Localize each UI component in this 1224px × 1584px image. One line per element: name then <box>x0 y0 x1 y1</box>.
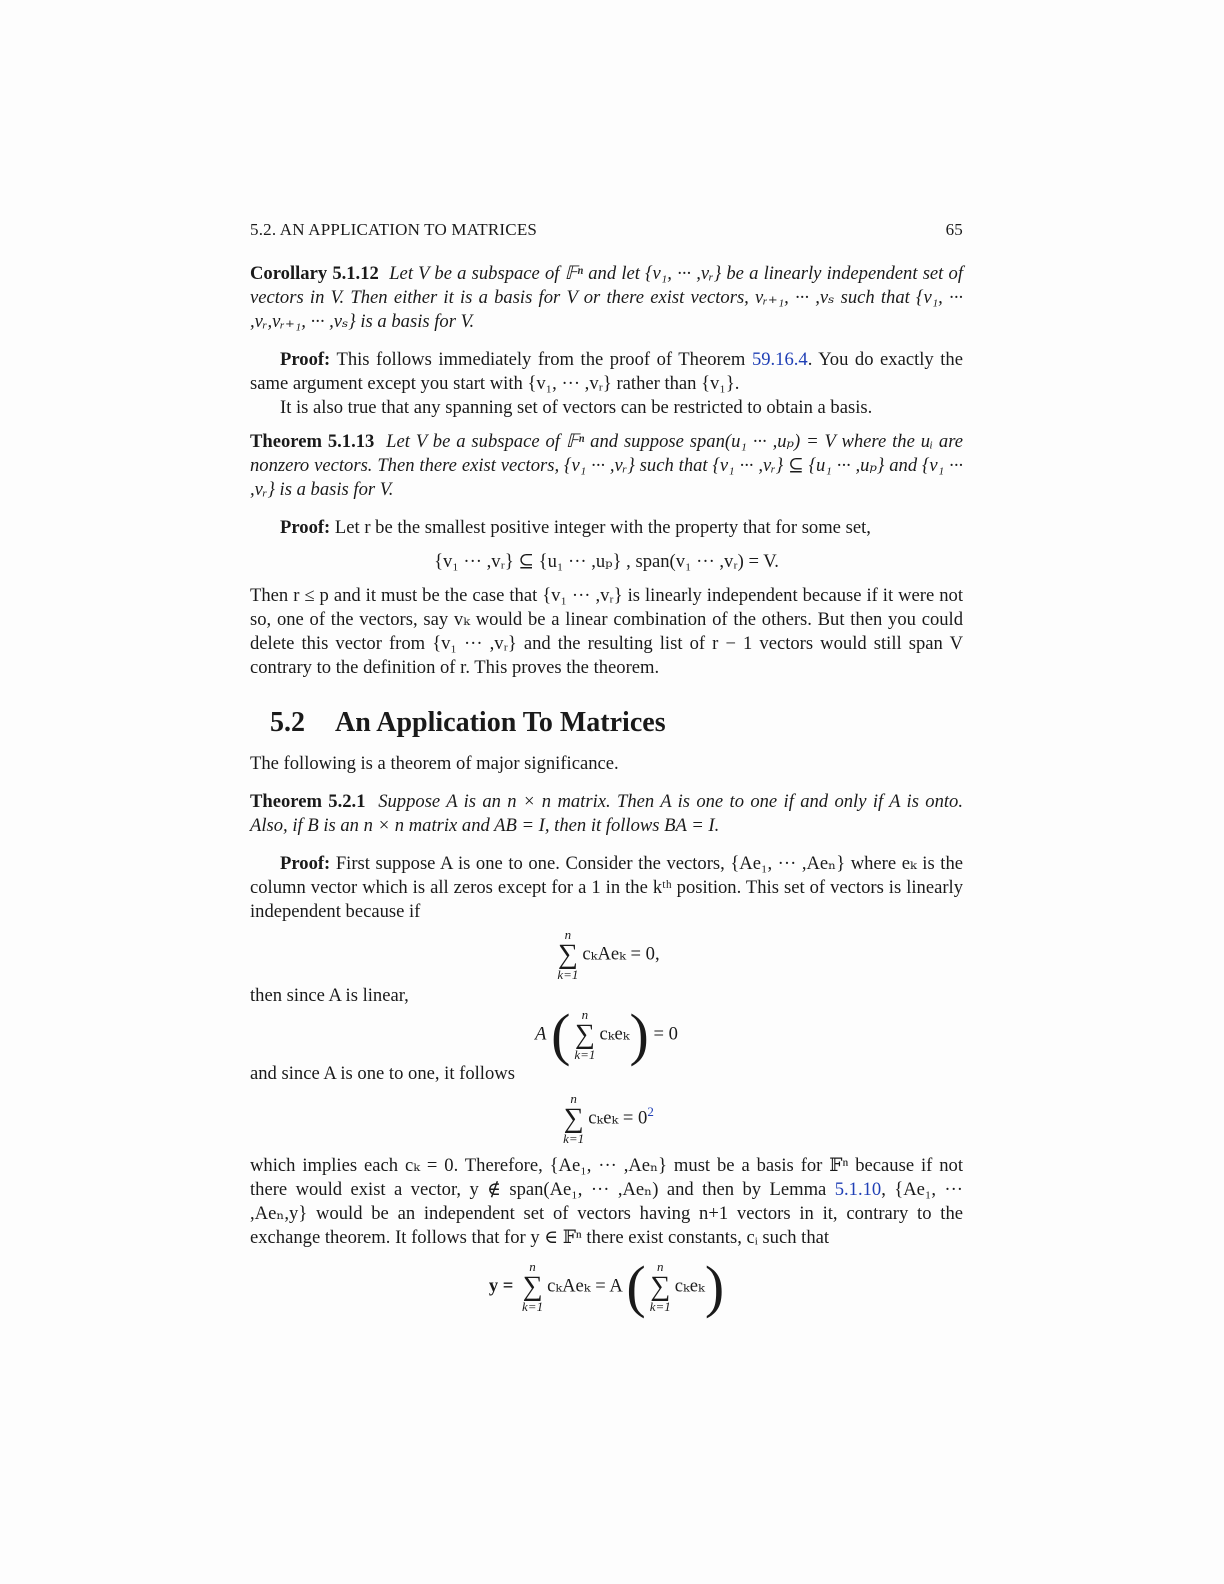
proof3-text2: then since A is linear, <box>250 985 409 1006</box>
equation-3 <box>250 1092 963 1146</box>
proof2-display-equation: {v₁ ··· ,vᵣ} ⊆ {u₁ ··· ,uₚ} , span(v₁ ··· ,vᵣ) = V. <box>434 551 779 572</box>
eq2-right: = 0 <box>653 1023 678 1045</box>
theorem-5-1-13 <box>250 430 963 502</box>
corollary-statement: Let V be a subspace of 𝔽ⁿ and let {v₁, ··· ,vᵣ} be a linearly independent set of vectors in V. Then either it is a basis for V or there exist vectors, vᵣ₊₁, ··· ,vₛ such that {v₁, ··· ,vᵣ,vᵣ₊₁, ··· ,vₛ} is a basis for V. <box>250 263 964 332</box>
theorem521-label: Theorem 5.2.1 <box>250 791 366 812</box>
theorem-link[interactable]: 59.16.4 <box>751 349 808 370</box>
proof-label: Proof: <box>280 349 331 370</box>
eq2-inner: cₖeₖ <box>599 1023 630 1045</box>
proof3-text3: and since A is one to one, it follows <box>250 1063 515 1084</box>
theorem513-statement: Let V be a subspace of 𝔽ⁿ and suppose span(u₁ ··· ,uₚ) = V where the uᵢ are nonzero vectors. Then there exist vectors, {v₁ ··· ,vᵣ} such that {v₁ ··· ,vᵣ} ⊆ {u₁ ··· ,uₚ} and {v₁ ··· ,vᵣ} is a basis for V. <box>250 431 963 500</box>
proof2-text1: Let r be the smallest positive integer with the property that for some set, <box>330 517 871 538</box>
eq4-inner: cₖeₖ <box>674 1275 705 1297</box>
theorem-5-2-1 <box>250 790 963 838</box>
corollary-label: Corollary 5.1.12 <box>250 263 379 284</box>
summation: n ∑ k=1 <box>574 1007 596 1062</box>
page <box>250 218 964 1319</box>
summation: n ∑ k=1 <box>522 1259 544 1314</box>
page-number: 65 <box>945 220 963 239</box>
theorem521-statement: Suppose A is an n × n matrix. Then A is one to one if and only if A is onto. Also, if B is an n × n matrix and AB = I, then it follows BA = I. <box>250 791 964 836</box>
footnote-marker[interactable]: 2 <box>647 1104 654 1120</box>
header-section: 5.2. AN APPLICATION TO MATRICES <box>250 220 538 239</box>
proof3-text4b: , {Ae₁, ··· ,Aeₙ,y} would be an independent set of vectors having n+1 vectors in it, contrary to the exchange theorem. It follows that for y ∈ 𝔽ⁿ there exist constants, cᵢ such that <box>250 1179 963 1248</box>
proof3-text4 <box>250 1154 963 1250</box>
section-heading <box>270 706 963 740</box>
equation-2: A ( n ∑ k=1 cₖeₖ) = 0 <box>535 1002 678 1067</box>
proof3-text4a: which implies each cₖ = 0. Therefore, {Ae₁, ··· ,Aeₙ} must be a basis for 𝔽ⁿ because if not there would exist a vector, y ∉ span(Ae₁, ··· ,Aeₙ) and then by Lemma <box>250 1155 963 1200</box>
section-intro: The following is a theorem of major significance. <box>250 753 619 774</box>
proof-label: Proof: <box>280 853 331 874</box>
lemma-link[interactable]: 5.1.10 <box>834 1179 882 1200</box>
proof-label: Proof: <box>280 517 331 538</box>
proof-3 <box>250 852 963 924</box>
summation: n ∑ k=1 <box>649 1259 671 1314</box>
section-number: 5.2 <box>270 707 305 738</box>
proof1-text1: This follows immediately from the proof of Theorem <box>330 349 752 370</box>
proof-1 <box>250 348 963 396</box>
summation: n ∑ k=1 <box>557 927 579 982</box>
proof3-text1: First suppose A is one to one. Consider the vectors, {Ae₁, ··· ,Aeₙ} where eₖ is the column vector which is all zeros except for a 1 in the kᵗʰ position. This set of vectors is linearly independent because if <box>250 853 963 922</box>
eq3-term: cₖeₖ = 0 <box>588 1107 648 1129</box>
equation-1 <box>250 928 963 982</box>
equation-4: y = n ∑ k=1 cₖAeₖ = A ( n ∑ k=1 cₖeₖ) <box>488 1254 725 1319</box>
running-header <box>250 218 963 242</box>
proof1-text2: . You do exactly the same argument except you start with {v₁, ··· ,vᵣ} rather than {v₁}. <box>250 349 963 394</box>
proof2-text2: Then r ≤ p and it must be the case that {v₁ ··· ,vᵣ} is linearly independent because if it were not so, one of the vectors, say vₖ would be a linear combination of the others. But then you could delete this vector from {v₁ ··· ,vᵣ} and the resulting list of r − 1 vectors would still span V contrary to the definition of r. This proves the theorem. <box>250 585 963 678</box>
eq1-term: cₖAeₖ = 0, <box>582 943 660 965</box>
proof-2 <box>250 516 963 540</box>
summation: n ∑ k=1 <box>563 1091 585 1146</box>
eq4-left: y = <box>488 1275 514 1297</box>
corollary-5-1-12 <box>250 262 963 334</box>
eq4-mid: cₖAeₖ = A <box>547 1275 622 1297</box>
theorem513-label: Theorem 5.1.13 <box>250 431 375 452</box>
eq2-left: A <box>535 1023 547 1045</box>
proof1-text3: It is also true that any spanning set of vectors can be restricted to obtain a basis. <box>280 397 873 418</box>
section-title: An Application To Matrices <box>335 707 666 738</box>
